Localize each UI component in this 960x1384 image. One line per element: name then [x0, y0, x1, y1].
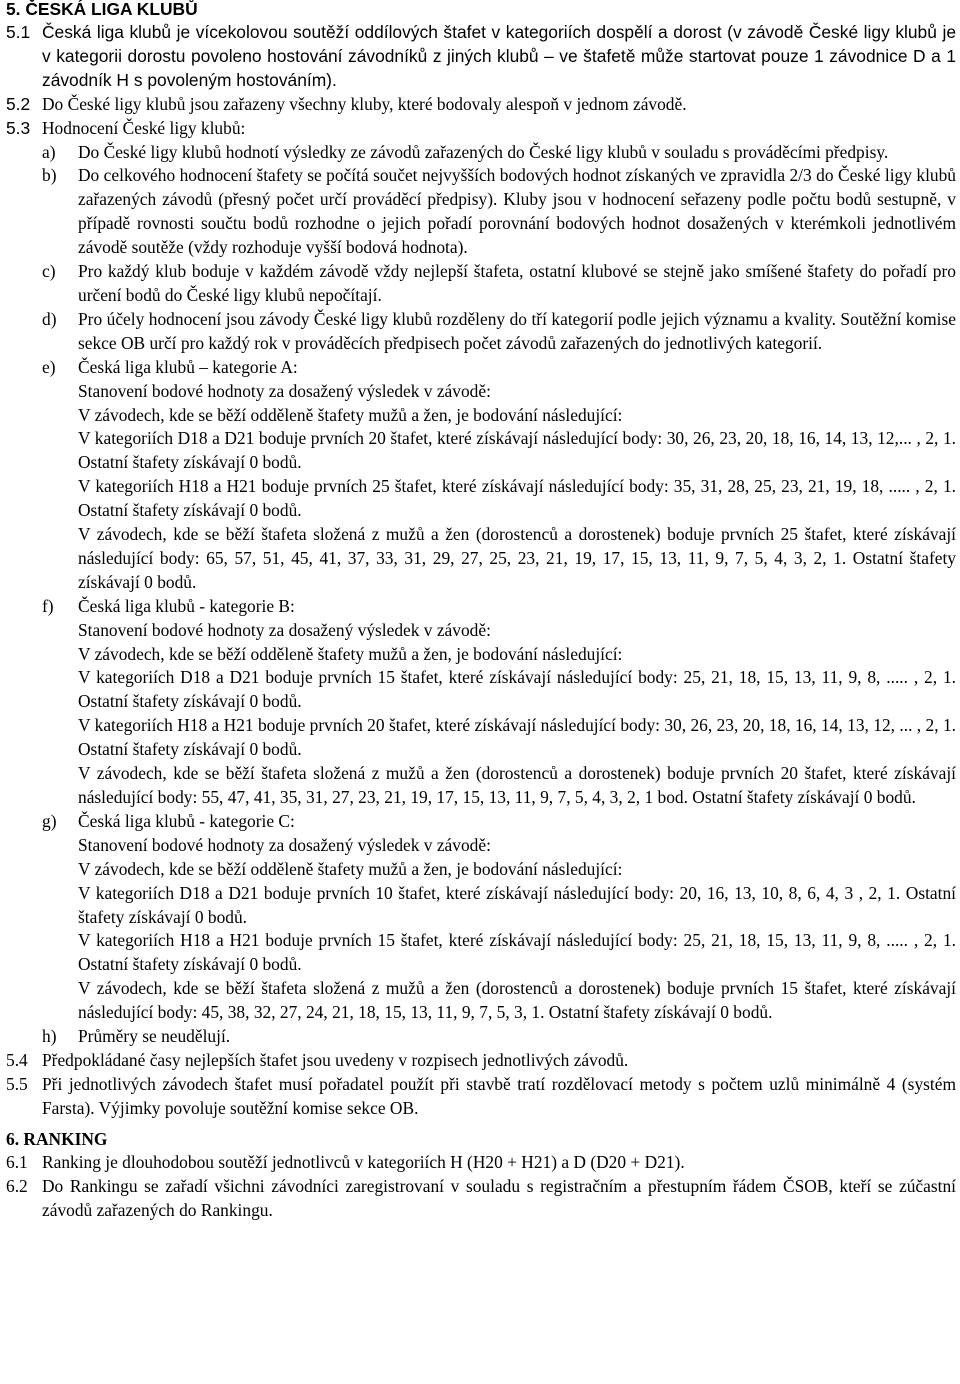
- item-5-3-a: [42, 141, 956, 165]
- paragraph-5-2: [6, 93, 956, 117]
- rule-line: V závodech, kde se běží odděleně štafety mužů a žen, je bodování následující:: [78, 643, 623, 664]
- item-letter: g): [42, 810, 57, 831]
- paragraph-text: Hodnocení České ligy klubů:: [42, 117, 246, 138]
- paragraph-number: 6.1: [6, 1151, 28, 1172]
- item-5-3-d: [42, 308, 956, 356]
- paragraph-text: Při jednotlivých závodech štafet musí pořadatel použít při stavbě tratí rozdělovací metody s počtem uzlů minimálně 4 (systém Farsta). Výjimky povoluje soutěžní komise sekce OB.: [42, 1073, 956, 1118]
- rule-line: V kategoriích H18 a H21 boduje prvních 25 štafet, které získávají následující body: 35, 31, 28, 25, 23, 21, 19, 18, ..... , 2, 1. Ostatní štafety získávají 0 bodů.: [78, 476, 956, 521]
- rule-line: V kategoriích D18 a D21 boduje prvních 15 štafet, které získávají následující body: 25, 21, 18, 15, 13, 11, 9, 8, ..... , 2, 1. Ostatní štafety získávají 0 bodů.: [78, 667, 956, 712]
- item-text: Česká liga klubů – kategorie A:: [78, 356, 298, 377]
- rule-line: Stanovení bodové hodnoty za dosažený výsledek v závodě:: [78, 380, 491, 401]
- rule-line: V závodech, kde se běží štafeta složená z mužů a žen (dorostenců a dorostenek) boduje prvních 20 štafet, které získávají následující body: 55, 47, 41, 35, 31, 27, 23, 21, 19, 17, 15, 13, 11, 9, 7, 5, 4, 3, 2, 1 bod. Ostatní štafety získávají 0 bodů.: [78, 763, 956, 807]
- item-text: Do České ligy klubů hodnotí výsledky ze závodů zařazených do České ligy klubů v souladu s prováděcími předpisy.: [78, 141, 889, 162]
- paragraph-text: Česká liga klubů je vícekolovou soutěží oddílových štafet v kategoriích dospělí a dorost (v závodě České ligy klubů je v kategorii dorostu povoleno hostování závodníků z jiných klubů – ve štafetě může startovat pouze 1 závodnice D a 1 závodník H s povoleným hostováním).: [42, 22, 956, 90]
- rule-line: V kategoriích D18 a D21 boduje prvních 10 štafet, které získávají následující body: 20, 16, 13, 10, 8, 6, 4, 3 , 2, 1. Ostatní štafety získávají 0 bodů.: [78, 882, 956, 927]
- item-text: Průměry se neudělují.: [78, 1026, 231, 1047]
- paragraph-number: 5.2: [6, 93, 31, 114]
- paragraph-6-2: [6, 1175, 956, 1223]
- item-text: Česká liga klubů - kategorie C:: [78, 810, 295, 831]
- paragraph-number: 5.3: [6, 117, 31, 138]
- rule-line: Stanovení bodové hodnoty za dosažený výsledek v závodě:: [78, 619, 491, 640]
- category-a-rules: [78, 380, 956, 595]
- category-c-rules: [78, 834, 956, 1025]
- paragraph-text: Do České ligy klubů jsou zařazeny všechny kluby, které bodovaly alespoň v jednom závodě.: [42, 93, 687, 114]
- item-letter: e): [42, 356, 56, 377]
- paragraph-text: Ranking je dlouhodobou soutěží jednotlivců v kategoriích H (H20 + H21) a D (D20 + D21).: [42, 1151, 685, 1172]
- rule-line: V závodech, kde se běží odděleně štafety mužů a žen, je bodování následující:: [78, 858, 623, 879]
- paragraph-number: 5.1: [6, 22, 31, 42]
- section-6-heading: 6. RANKING: [6, 1128, 108, 1149]
- item-letter: h): [42, 1026, 57, 1047]
- item-5-3-f: [42, 595, 956, 619]
- rule-line: V kategoriích D18 a D21 boduje prvních 20 štafet, které získávají následující body: 30, 26, 23, 20, 18, 16, 14, 13, 12,... , 2, 1. Ostatní štafety získávají 0 bodů.: [78, 428, 956, 473]
- item-text: Česká liga klubů - kategorie B:: [78, 595, 295, 616]
- rule-line: V závodech, kde se běží štafeta složená z mužů a žen (dorostenců a dorostenek) boduje prvních 15 štafet, které získávají následující body: 45, 38, 32, 27, 24, 21, 18, 15, 13, 11, 9, 7, 5, 3, 1. Ostatní štafety získávají 0 bodů.: [78, 978, 956, 1023]
- rule-line: Stanovení bodové hodnoty za dosažený výsledek v závodě:: [78, 834, 491, 855]
- item-letter: d): [42, 308, 57, 329]
- paragraph-5-3: [6, 117, 956, 141]
- paragraph-text: Předpokládané časy nejlepších štafet jsou uvedeny v rozpisech jednotlivých závodů.: [42, 1049, 629, 1070]
- paragraph-number: 5.4: [6, 1049, 28, 1070]
- item-letter: a): [42, 141, 56, 162]
- section-5-heading: 5. ČESKÁ LIGA KLUBŮ: [6, 0, 198, 19]
- item-letter: f): [42, 595, 54, 616]
- item-5-3-e: [42, 356, 956, 380]
- paragraph-number: 5.5: [6, 1073, 28, 1094]
- rule-line: V závodech, kde se běží odděleně štafety mužů a žen, je bodování následující:: [78, 404, 623, 425]
- item-text: Do celkového hodnocení štafety se počítá součet nejvyšších bodových hodnot získaných ve zpravidla 2/3 do České ligy klubů zařazených závodů (přesný počet určí prováděcí předpisy). Kluby jsou v hodnocení seřazeny podle počtu bodů sestupně, v případě rovnosti součtu bodů rozhodne o jejich pořadí porovnání bodových hodnot dosažených v kterémkoli jednotlivém závodě soutěže (vždy rozhoduje vyšší bodová hodnota).: [78, 165, 956, 258]
- paragraph-text: Do Rankingu se zařadí všichni závodníci zaregistrovaní v souladu s registračním a přestupním řádem ČSOB, kteří se zúčastní závodů zařazených do Rankingu.: [42, 1175, 956, 1220]
- item-text: Pro účely hodnocení jsou závody České ligy klubů rozděleny do tří kategorií podle jejich významu a kvality. Soutěžní komise sekce OB určí pro každý rok v prováděcích předpisech počet závodů zařazených do jednotlivých kategorií.: [78, 308, 956, 353]
- item-letter: c): [42, 261, 56, 282]
- rule-line: V kategoriích H18 a H21 boduje prvních 15 štafet, které získávají následující body: 25, 21, 18, 15, 13, 11, 9, 8, ..... , 2, 1. Ostatní štafety získávají 0 bodů.: [78, 930, 956, 975]
- item-5-3-h: [42, 1025, 956, 1049]
- item-5-3-c: [42, 260, 956, 308]
- paragraph-5-4: [6, 1049, 956, 1073]
- paragraph-6-1: [6, 1151, 956, 1175]
- item-text: Pro každý klub boduje v každém závodě vždy nejlepší štafeta, ostatní klubové se stejně jako smíšené štafety do pořadí pro určení bodů do České ligy klubů nepočítají.: [78, 261, 956, 305]
- paragraph-5-1: [6, 21, 956, 93]
- category-b-rules: [78, 619, 956, 810]
- rule-line: V kategoriích H18 a H21 boduje prvních 20 štafet, které získávají následující body: 30, 26, 23, 20, 18, 16, 14, 13, 12, ... , 2, 1. Ostatní štafety získávají 0 bodů.: [78, 715, 956, 760]
- item-letter: b): [42, 165, 57, 186]
- paragraph-5-5: [6, 1073, 956, 1121]
- rule-line: V závodech, kde se běží štafeta složená z mužů a žen (dorostenců a dorostenek) boduje prvních 25 štafet, které získávají následující body: 65, 57, 51, 45, 41, 37, 33, 31, 29, 27, 25, 23, 21, 19, 17, 15, 13, 11, 9, 7, 5, 4, 3, 2, 1. Ostatní štafety získávají 0 bodů.: [78, 524, 956, 592]
- item-5-3-b: [42, 164, 956, 260]
- paragraph-number: 6.2: [6, 1175, 28, 1196]
- document-page: [6, 0, 956, 1222]
- item-5-3-g: [42, 810, 956, 834]
